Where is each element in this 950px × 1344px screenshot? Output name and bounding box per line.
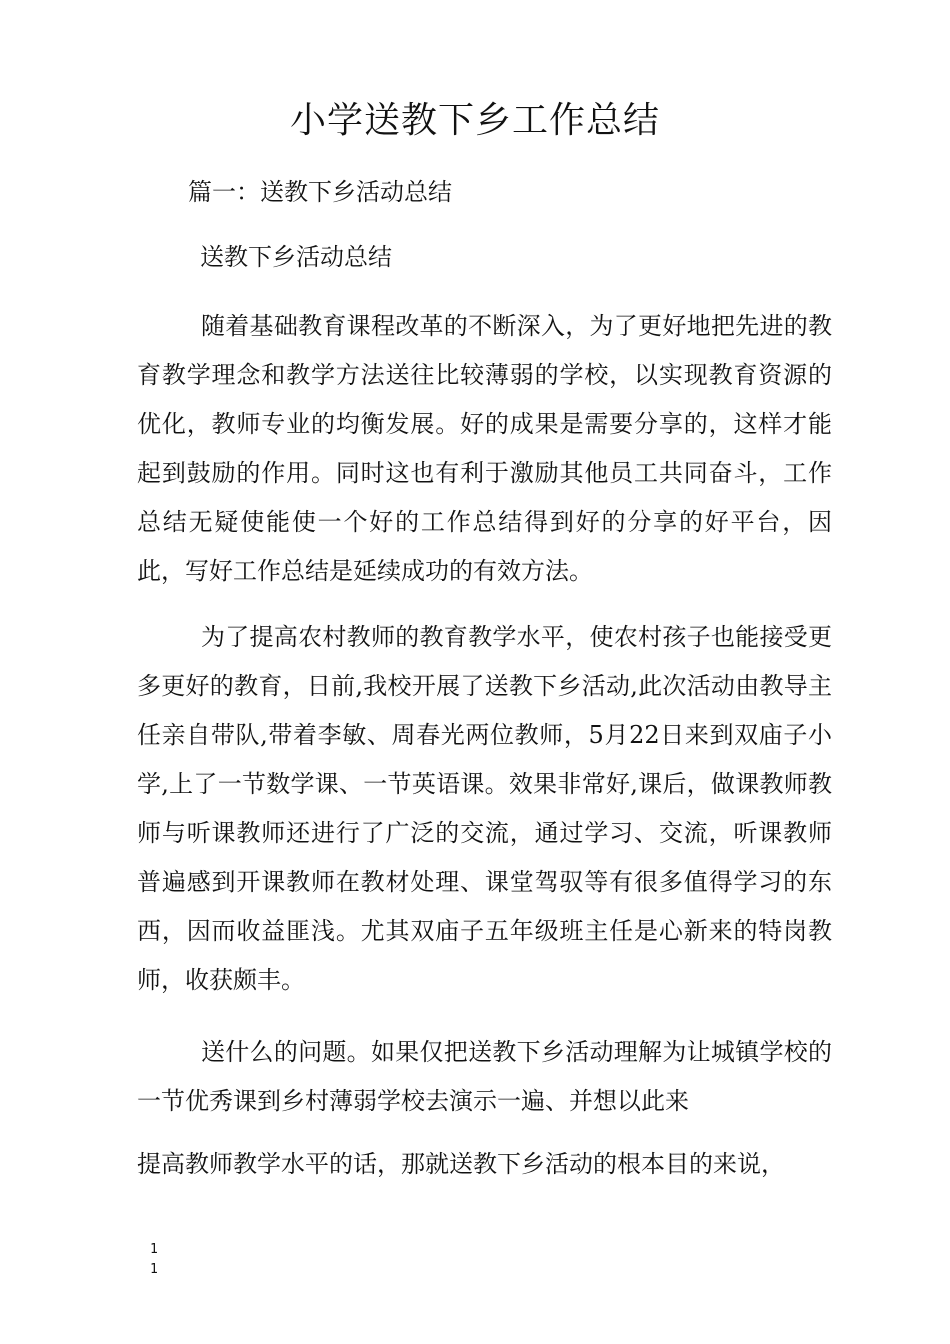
paragraph-2: 为了提高农村教师的教育教学水平，使农村孩子也能接受更多更好的教育，日前,我校开展了送教下乡活动,此次活动由教导主任亲自带队,带着李敏、周春光两位教师，5月22日来到双庙子小学,上了一节数学课、一节英语课。效果非常好,课后，做课教师教师与听课教师还进行了广泛的交流，通过学习、交流，听课教师普遍感到开课教师在教材处理、课堂驾驭等有很多值得学习的东西，因而收益匪浅。尤其双庙子五年级班主任是心新来的特岗教师，收获颇丰。 xyxy=(137,623,832,994)
paragraph-1: 随着基础教育课程改革的不断深入，为了更好地把先进的教育教学理念和教学方法送往比较薄弱的学校，以实现教育资源的优化，教师专业的均衡发展。好的成果是需要分享的，这样才能起到鼓励的作用。同时这也有利于激励其他员工共同奋斗，工作总结无疑使能使一个好的工作总结得到好的分享的好平台，因此，写好工作总结是延续成功的有效方法。 xyxy=(137,312,832,585)
document-title: 小学送教下乡工作总结 xyxy=(289,100,660,141)
section-subheading: 送教下乡活动总结 xyxy=(200,243,392,271)
paragraph-3: 送什么的问题。如果仅把送教下乡活动理解为让城镇学校的一节优秀课到乡村薄弱学校去演示一遍、并想以此来 xyxy=(137,1038,832,1115)
paragraph-continuation: 提高教师教学水平的话，那就送教下乡活动的根本目的来说， xyxy=(137,1150,785,1178)
page-number xyxy=(150,1240,158,1280)
page-number-line-1: 1 xyxy=(150,1242,158,1257)
section-heading: 篇一：送教下乡活动总结 xyxy=(188,178,452,206)
page-number-line-2: 1 xyxy=(150,1262,158,1277)
